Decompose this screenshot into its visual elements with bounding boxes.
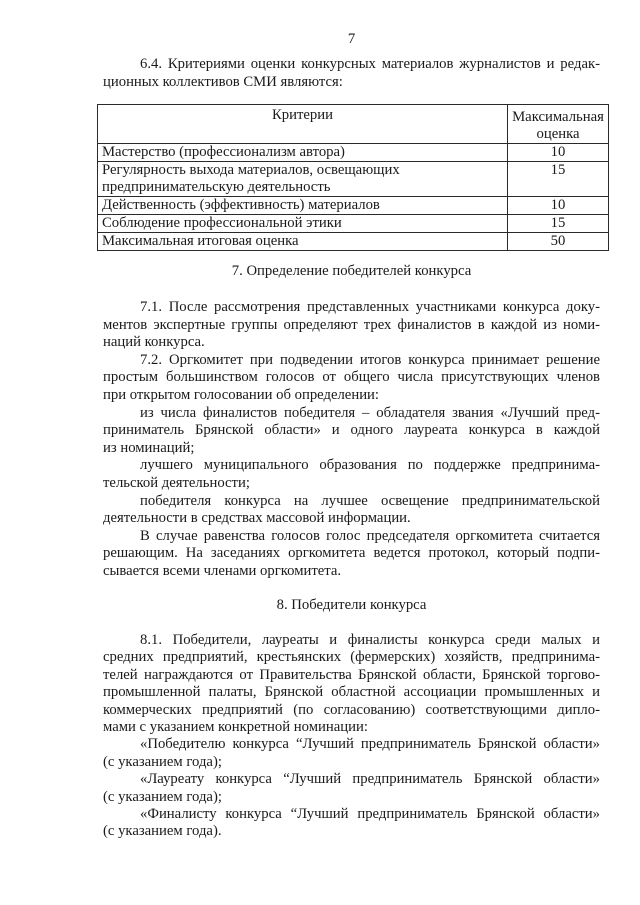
- text-line: лучшего муниципального образования по поддержке предпринима-: [140, 457, 600, 474]
- criterion-cell: [98, 144, 508, 162]
- text-line: «Победителю конкурса “Лучший предприниматель Брянской области»: [140, 736, 600, 753]
- text-line: 7.1. После рассмотрения представленных участниками конкурса доку-: [140, 299, 600, 315]
- text-line: (с указанием года);: [103, 753, 222, 770]
- text-line: мами с указанием конкретной номинации:: [103, 719, 368, 736]
- text-line: коммерческих предприятий (по согласованию) соответствующими дипло-: [103, 701, 600, 718]
- section-8-heading: 8. Победители конкурса: [276, 597, 427, 613]
- text-line: телей награждаются от Правительства Брянской области, Брянской торгово-: [103, 666, 600, 683]
- text-line: простым большинством голосов от общего числа присутствующих членов: [103, 369, 600, 386]
- score-cell: 10: [508, 197, 609, 215]
- header-max-score-line: Максимальная: [512, 109, 604, 125]
- section-8-body: [103, 632, 600, 841]
- list-item: [103, 405, 600, 458]
- criterion-cell: [98, 197, 508, 215]
- paragraph-7-1: [103, 299, 600, 352]
- text-line: промышленной палаты, Брянской областной ассоциации промышленных и: [103, 684, 600, 701]
- criterion-cell: [98, 233, 508, 251]
- paragraph-8-1: [103, 632, 600, 736]
- table-row: [98, 233, 609, 251]
- criterion-text: предпринимательскую деятельность: [102, 179, 331, 195]
- section-7-heading: 7. Определение победителей конкурса: [231, 263, 472, 279]
- text-line: из номинаций;: [103, 439, 195, 456]
- text-line: приниматель Брянской области» и одного лауреата конкурса в каждой: [103, 422, 600, 439]
- score-cell: 15: [508, 215, 609, 233]
- text-line: тельской деятельности;: [103, 474, 250, 491]
- criterion-text: Мастерство (профессионализм автора): [102, 144, 345, 160]
- text-line: решающим. На заседаниях оргкомитета ведется протокол, который подпи-: [103, 545, 600, 562]
- section-7-body: [103, 299, 600, 581]
- table-row: [98, 197, 609, 215]
- text-line: (с указанием года).: [103, 823, 222, 840]
- header-max-score: [508, 105, 609, 144]
- text-line: ментов экспертные группы определяют трех финалистов в каждой из номи-: [103, 316, 600, 333]
- list-item: [103, 493, 600, 528]
- text-line: 8.1. Победители, лауреаты и финалисты конкурса среди малых и: [140, 632, 600, 648]
- text-line: сывается всеми членами оргкомитета.: [103, 562, 342, 579]
- text-line: победителя конкурса на лучшее освещение предпринимательской: [140, 492, 600, 509]
- text-line: деятельности в средствах массовой информации.: [103, 510, 411, 527]
- list-item: [103, 771, 600, 806]
- text-line: наций конкурса.: [103, 334, 205, 351]
- paragraph-7-2: [103, 352, 600, 405]
- text-line: средних предприятий, крестьянских (фермерских) хозяйств, предпринима-: [103, 649, 600, 666]
- table-row: [98, 215, 609, 233]
- table-row: [98, 144, 609, 162]
- text-line: ционных коллективов СМИ являются:: [103, 73, 343, 90]
- criterion-text: Максимальная итоговая оценка: [102, 233, 299, 249]
- table-header-row: [98, 105, 609, 144]
- score-cell: 15: [508, 162, 609, 197]
- list-item: [103, 736, 600, 771]
- criterion-text: Действенность (эффективность) материалов: [102, 197, 380, 213]
- criterion-cell: [98, 162, 508, 197]
- text-line: 7.2. Оргкомитет при подведении итогов конкурса принимает решение: [140, 351, 600, 368]
- score-cell: 10: [508, 144, 609, 162]
- paragraph-tie-rule: [103, 528, 600, 581]
- list-item: [103, 806, 600, 841]
- criterion-cell: [98, 215, 508, 233]
- text-line: «Лауреату конкурса “Лучший предприниматель Брянской области»: [140, 771, 600, 788]
- text-line: (с указанием года);: [103, 788, 222, 805]
- score-cell: 50: [508, 233, 609, 251]
- text-line: «Финалисту конкурса “Лучший предприниматель Брянской области»: [140, 806, 600, 823]
- text-line: В случае равенства голосов голос председателя оргкомитета считается: [140, 527, 600, 544]
- criterion-text: Соблюдение профессиональной этики: [102, 215, 342, 231]
- text-line: из числа финалистов победителя – обладателя звания «Лучший пред-: [140, 404, 600, 421]
- page-number: 7: [347, 31, 356, 47]
- text-line: при открытом голосовании об определении:: [103, 386, 379, 403]
- criterion-text: Регулярность выхода материалов, освещающих: [102, 162, 400, 178]
- header-criteria: Критерии: [98, 105, 508, 144]
- list-item: [103, 457, 600, 492]
- paragraph-6-4: [103, 56, 600, 91]
- text-line: 6.4. Критериями оценки конкурсных материалов журналистов и редак-: [140, 56, 600, 72]
- criteria-table: [97, 104, 609, 251]
- header-max-score-line: оценка: [536, 126, 580, 142]
- table-row: [98, 162, 609, 197]
